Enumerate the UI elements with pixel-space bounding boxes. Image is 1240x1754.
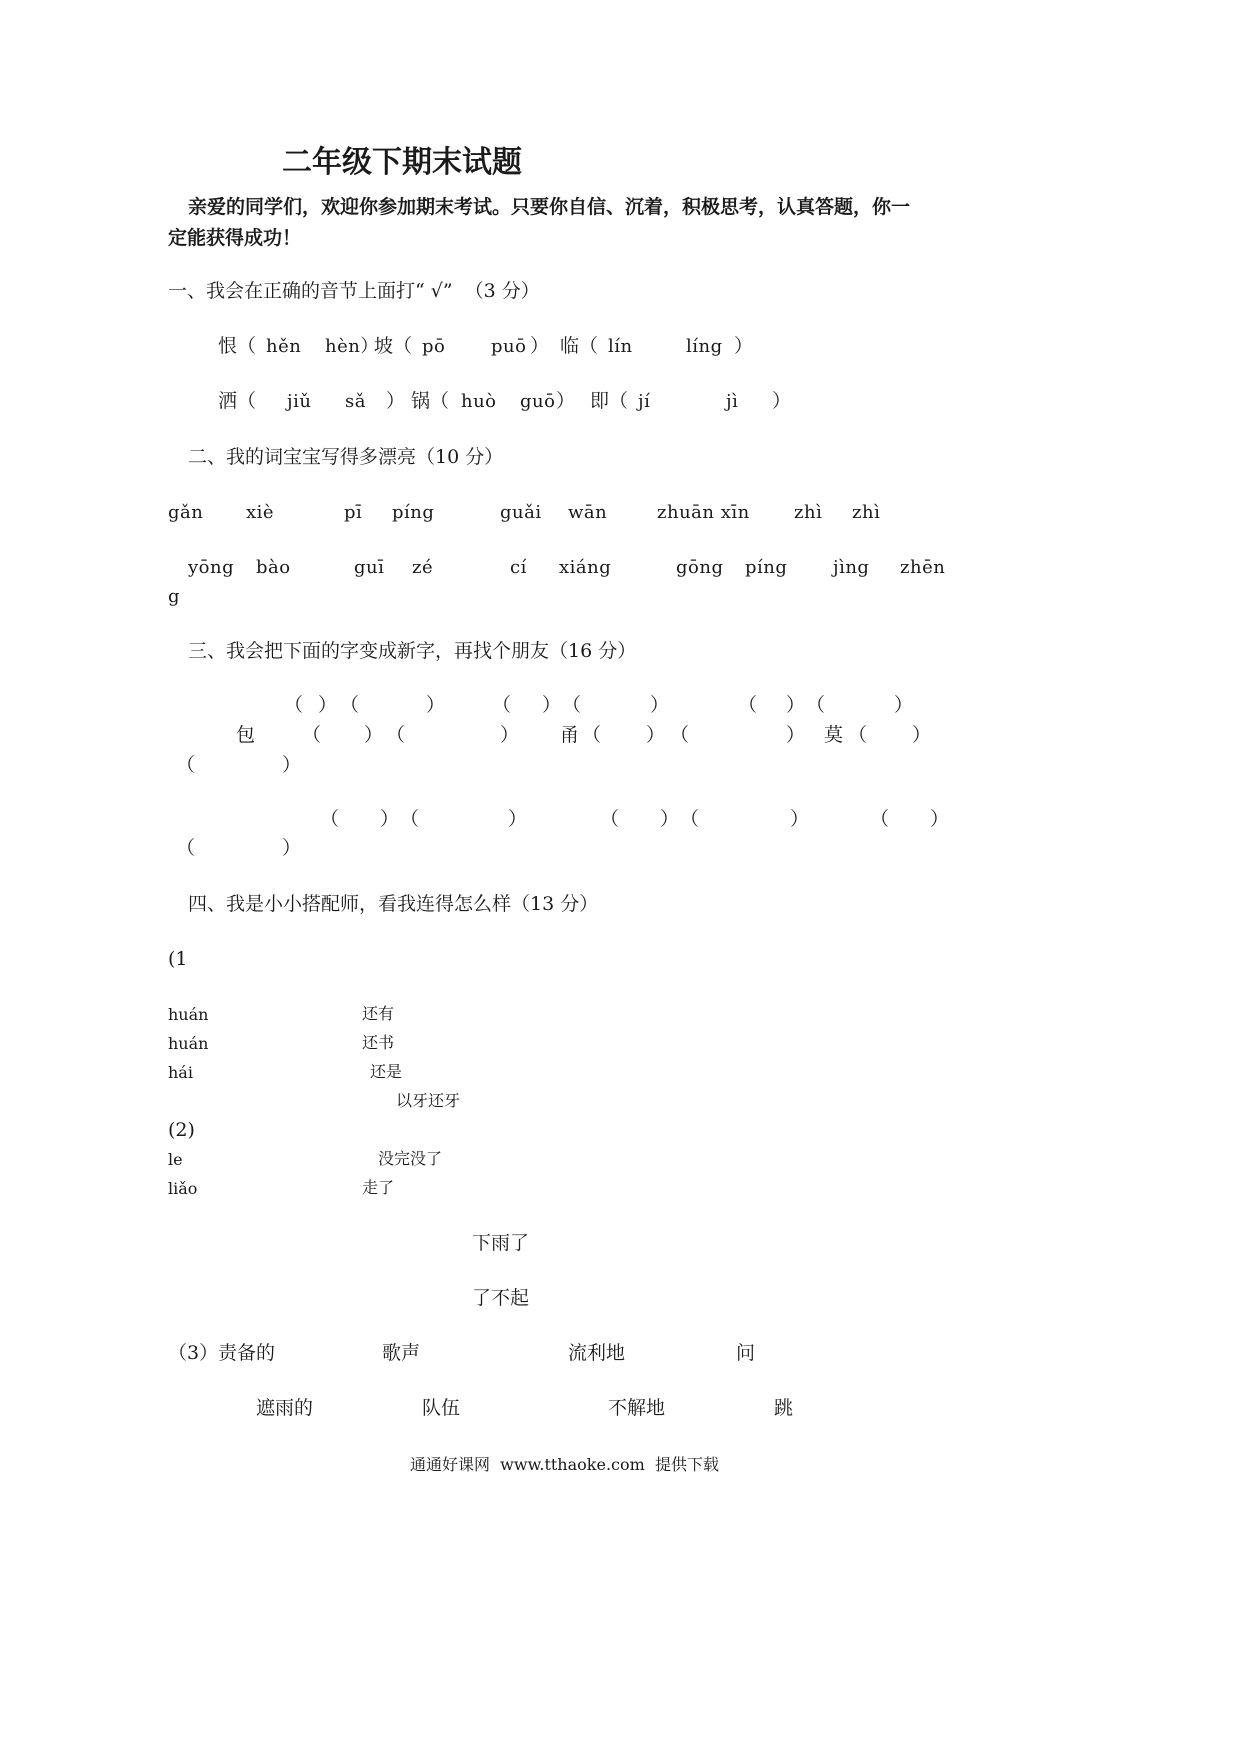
s2-pinyin: bào xyxy=(256,557,291,578)
left-paren: （ xyxy=(680,808,700,830)
left-paren: （ xyxy=(848,724,868,746)
right-paren: ） xyxy=(894,694,914,716)
s1-item-char: 锅（ xyxy=(411,390,450,412)
s3-char: 包 xyxy=(236,724,256,746)
s2-pinyin-wrap: g xyxy=(168,586,181,607)
section-2-heading: 二、我的词宝宝写得多漂亮（10 分） xyxy=(188,446,504,468)
right-paren: ） xyxy=(426,694,446,716)
left-paren: （ xyxy=(176,837,196,859)
s4-part3-word: 问 xyxy=(736,1342,756,1364)
s1-item-char: 坡（ xyxy=(374,335,413,357)
s4-pinyin: huán xyxy=(168,1005,209,1024)
s4-part3-word: 队伍 xyxy=(422,1397,461,1419)
s4-word: 了不起 xyxy=(472,1287,530,1309)
s4-part3-word: 遮雨的 xyxy=(256,1397,314,1419)
right-paren: ） xyxy=(364,724,384,746)
s4-part1-label: (1 xyxy=(168,948,188,970)
s1-item-char: 即（ xyxy=(590,390,629,412)
s2-pinyin: guǎi xyxy=(500,502,542,523)
section-1-heading: 一、我会在正确的音节上面打“ √” （3 分） xyxy=(168,280,540,302)
left-paren: （ xyxy=(738,694,758,716)
s4-pinyin: hái xyxy=(168,1063,193,1082)
s2-pinyin: cí xyxy=(510,557,527,578)
s4-word: 以牙还牙 xyxy=(396,1091,461,1110)
s1-item-char: 临（ xyxy=(560,335,599,357)
left-paren: （ xyxy=(386,724,406,746)
s2-pinyin: zhì xyxy=(852,502,881,523)
s2-pinyin: píng xyxy=(392,502,435,523)
intro-line-1: 亲爱的同学们，欢迎你参加期末考试。只要你自信、沉着，积极思考，认真答题，你一 xyxy=(188,196,911,218)
left-paren: （ xyxy=(284,694,304,716)
s1-item-option-a[interactable]: jí xyxy=(638,391,651,412)
right-paren: ） xyxy=(786,724,806,746)
s2-pinyin: xiáng xyxy=(559,557,612,578)
left-paren: （ xyxy=(492,694,512,716)
s2-pinyin: píng xyxy=(745,557,788,578)
s4-word: 还有 xyxy=(362,1004,395,1023)
right-paren: ） xyxy=(930,808,950,830)
s2-pinyin: zhēn xyxy=(900,557,946,578)
left-paren: （ xyxy=(806,694,826,716)
s1-item-option-b[interactable]: hèn） xyxy=(325,336,379,357)
left-paren: （ xyxy=(582,724,602,746)
s2-pinyin: jìng xyxy=(833,557,870,578)
s2-pinyin: zé xyxy=(412,557,434,578)
s4-word: 还是 xyxy=(370,1062,403,1081)
s2-pinyin: gǎn xyxy=(168,502,204,523)
right-paren: ） xyxy=(380,808,400,830)
left-paren: （ xyxy=(562,694,582,716)
s2-pinyin: xiè xyxy=(246,502,275,523)
s1-item-option-a[interactable]: pō xyxy=(422,336,446,357)
s1-item-option-a[interactable]: huò xyxy=(461,391,497,412)
s2-pinyin: pī xyxy=(344,502,363,523)
s4-part3-word: 跳 xyxy=(774,1397,794,1419)
right-paren: ） xyxy=(786,694,806,716)
right-paren: ） xyxy=(912,724,932,746)
s4-part3-word: 流利地 xyxy=(568,1342,626,1364)
left-paren: （ xyxy=(340,694,360,716)
right-paren: ） xyxy=(660,808,680,830)
right-paren: ） xyxy=(646,724,666,746)
s4-word: 还书 xyxy=(362,1033,395,1052)
left-paren: （ xyxy=(600,808,620,830)
left-paren: （ xyxy=(400,808,420,830)
s2-pinyin: wān xyxy=(568,502,608,523)
left-paren: （ xyxy=(870,808,890,830)
left-paren: （ xyxy=(670,724,690,746)
s1-item-option-a[interactable]: hěn xyxy=(266,336,302,357)
s1-item-close: ） xyxy=(386,390,406,412)
s4-part3-word: 责备的 xyxy=(218,1342,276,1364)
s4-pinyin: le xyxy=(168,1150,183,1169)
s4-part3-word: 不解地 xyxy=(608,1397,666,1419)
page-title: 二年级下期末试题 xyxy=(282,145,522,180)
s1-item-close: ） xyxy=(772,390,792,412)
s4-part3-label: （3） xyxy=(168,1342,219,1364)
section-3-heading: 三、我会把下面的字变成新字，再找个朋友（16 分） xyxy=(188,640,637,662)
s4-pinyin: liǎo xyxy=(168,1179,198,1198)
right-paren: ） xyxy=(500,724,520,746)
s1-item-char: 恨（ xyxy=(218,335,257,357)
s2-pinyin: zhì xyxy=(794,502,823,523)
s1-item-option-a[interactable]: lín xyxy=(608,336,633,357)
s4-part2-label: (2) xyxy=(168,1119,195,1141)
right-paren: ） xyxy=(542,694,562,716)
s1-item-close: ） xyxy=(556,390,576,412)
s3-char: 莫 xyxy=(824,724,844,746)
right-paren: ） xyxy=(508,808,528,830)
section-4-heading: 四、我是小小搭配师，看我连得怎么样（13 分） xyxy=(188,893,599,915)
s3-char: 甬 xyxy=(560,724,580,746)
footer-credit: 通通好课网 www.tthaoke.com 提供下载 xyxy=(410,1455,719,1474)
left-paren: （ xyxy=(176,754,196,776)
s1-item-close: ） xyxy=(530,335,550,357)
s1-item-option-b[interactable]: sǎ xyxy=(345,391,366,412)
s4-word: 走了 xyxy=(362,1178,395,1197)
right-paren: ） xyxy=(282,754,302,776)
s4-word: 下雨了 xyxy=(472,1232,530,1254)
right-paren: ） xyxy=(282,837,302,859)
s1-item-close: ） xyxy=(734,335,754,357)
s1-item-option-a[interactable]: jiǔ xyxy=(287,391,312,412)
s1-item-option-b[interactable]: jì xyxy=(726,391,739,412)
s2-pinyin: zhuān xīn xyxy=(657,502,750,523)
intro-line-2: 定能获得成功！ xyxy=(168,227,302,249)
s1-item-option-b[interactable]: líng xyxy=(686,336,723,357)
s1-item-char: 洒（ xyxy=(218,390,257,412)
s2-pinyin: gōng xyxy=(676,557,724,578)
s2-pinyin: guī xyxy=(354,557,385,578)
s4-pinyin: huán xyxy=(168,1034,209,1053)
right-paren: ） xyxy=(318,694,338,716)
s1-item-option-b[interactable]: guō xyxy=(520,391,556,412)
right-paren: ） xyxy=(650,694,670,716)
left-paren: （ xyxy=(320,808,340,830)
s4-part3-word: 歌声 xyxy=(382,1342,421,1364)
left-paren: （ xyxy=(302,724,322,746)
s4-word: 没完没了 xyxy=(378,1149,443,1168)
s2-pinyin: yōng xyxy=(188,557,235,578)
right-paren: ） xyxy=(790,808,810,830)
s1-item-option-b[interactable]: puō xyxy=(491,336,527,357)
